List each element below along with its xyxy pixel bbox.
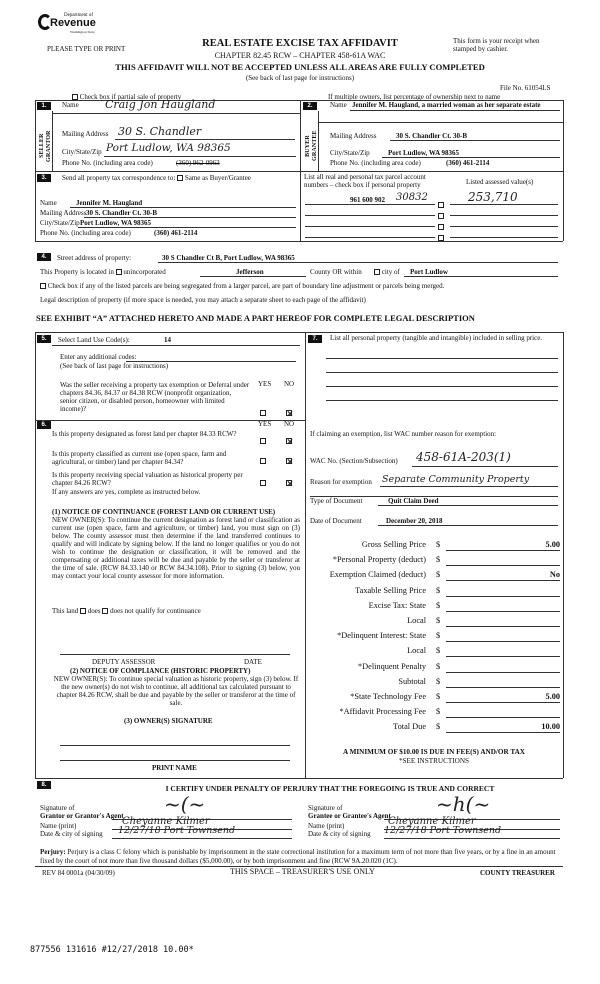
s6-q3: Is this property receiving special valuation as historical property per chapter 84.26 RCW? [52, 471, 243, 487]
wac-value: 458-61A-203(1) [416, 450, 511, 464]
additional-codes: Enter any additional codes: [60, 353, 137, 361]
corr-address-label: Mailing Address [40, 209, 87, 217]
buyer-address-label: Mailing Address [330, 132, 377, 140]
minimum-notice: A MINIMUM OF $10.00 IS DUE IN FEE(S) AND/OR TAX [343, 748, 525, 756]
tax-row-label: Local [407, 646, 426, 655]
city-of-checkbox[interactable] [374, 269, 380, 275]
section-6-badge: 6. [37, 421, 51, 429]
tax-row-currency: $ [436, 631, 441, 640]
corr-address-value: 30 S. Chandler Ct. 30-B [86, 209, 158, 217]
does-checkbox[interactable] [80, 608, 86, 614]
tax-row-label: Subtotal [398, 677, 426, 686]
logo-sub-text: Washington State [70, 30, 95, 34]
city-of: city of [374, 268, 400, 276]
section-5-badge: 5. [37, 335, 51, 343]
reason-label: Reason for exemption [310, 478, 372, 486]
tax-row-label: Gross Selling Price [361, 540, 426, 549]
section-1-badge: 1. [37, 102, 51, 110]
grantee-name-label: Name (print) [308, 822, 345, 830]
file-no: File No. 61054LS [500, 84, 551, 92]
section-4-badge: 4. [37, 253, 51, 261]
personal-property-label: List all personal property (tangible and intangible) included in selling price. [330, 334, 543, 342]
exemption-question: Was the seller receiving a property tax exemption or Deferral under chapters 84.36, 84.37 or 84.38 RCW (nonprofit organization, senior citizen, or disabled person, homeowner with limited income)? [60, 381, 250, 413]
rev-number: REV 84 0001a (04/30/09) [42, 869, 115, 877]
street-value: 30 S Chandler Ct B, Port Ludlow, WA 98365 [162, 254, 295, 262]
doc-date-label: Date of Document [310, 517, 362, 525]
section-3-badge: 3. [37, 174, 51, 182]
tax-row-label: Local [407, 616, 426, 625]
tax-row-currency: $ [436, 662, 441, 671]
tax-row-currency: $ [436, 677, 441, 686]
tax-row-label: *Delinquent Penalty [358, 662, 426, 671]
parcel-header: List all real and personal tax parcel account numbers – check box if personal property [304, 173, 426, 189]
street-label: Street address of property: [57, 254, 132, 262]
tax-row-label: Exemption Claimed (deduct) [329, 570, 426, 579]
exhibit-line: SEE EXHIBIT “A” ATTACHED HERETO AND MADE A PART HEREOF FOR COMPLETE LEGAL DESCRIPTION [36, 313, 475, 323]
s6-q2-no[interactable] [286, 452, 292, 470]
s6-q1: Is this property designated as forest land per chapter 84.33 RCW? [52, 430, 237, 438]
parcel-checkbox-4[interactable] [438, 229, 444, 247]
land-use-no: NO [284, 380, 295, 388]
tax-row-currency: $ [436, 555, 441, 564]
exemption-label: If claiming an exemption, list WAC number reason for exemption: [310, 430, 497, 438]
perjury-text: Perjury: Perjury is a class C felony which is punishable by imprisonment in the state correctional institution for a maximum term of not more than five years, or by a fine in an amount fixed by the court of not more than five thousand dollars ($5,000.00), or by both imprisonment and fine (RCW 9A.20.020 (1C). [40, 848, 556, 865]
corr-phone-value: (360) 461-2114 [154, 229, 198, 237]
deputy-date: DATE [244, 658, 262, 666]
county-treasurer: COUNTY TREASURER [480, 869, 555, 877]
tax-row-value[interactable]: 10.00 [541, 722, 560, 731]
s6-q2: Is this property classified as current use (open space, farm and agricultural, or timber) land per chapter 84.34? [52, 450, 227, 466]
tax-row-label: *Personal Property (deduct) [332, 555, 426, 564]
receipt-note: This form is your receipt when stamped by cashier. [453, 37, 540, 53]
grantor-date: 12/27/18 Port Townsend [118, 825, 236, 836]
dor-logo [38, 10, 100, 36]
doc-type-value: Quit Claim Deed [388, 497, 439, 505]
continuance-body: NEW OWNER(S): To continue the current designation as forest land or classification as current use (open space, farm and agriculture, or timber) land, you must sign on (3) below. The county assessor must then determine if the land transferred continues to qualify and will indicate by signing below. If the land no longer qualifies or you do not wish to continue the designation or classification, it will be removed and the compensating or additional taxes will be due and payable by the seller or transferor at the time of sale. (RCW 84.33.140 or RCW 84.34.108). Prior to signing (3) below, you may contact your local county assessor for more information. [52, 516, 300, 580]
seller-city-value: Port Ludlow, WA 98365 [106, 142, 231, 154]
legal-desc: Legal description of property (if more space is needed, you may attach a separate sheet to each page of the affidavit) [40, 296, 366, 304]
seller-address-value: 30 S. Chandler [118, 125, 202, 138]
land-use-value: 14 [164, 336, 171, 344]
compliance-body: NEW OWNER(S): To continue special valuation as historic property, sign (3) below. If the new owner(s) do not wish to continue, all additional tax calculated pursuant to chapter 84.26 RCW, shall be due and payable by the seller or transferor at the time of sale. [53, 675, 299, 707]
s6-q3-no[interactable] [286, 474, 292, 492]
tax-row-currency: $ [436, 707, 441, 716]
tax-row-label: *Delinquent Interest: State [337, 631, 426, 640]
doc-date-value: December 20, 2018 [386, 517, 443, 525]
grantee-date-label: Date & city of signing [308, 830, 371, 838]
does-not-checkbox[interactable] [102, 608, 108, 614]
tax-row-currency: $ [436, 601, 441, 610]
s6-no: NO [284, 420, 295, 428]
grantor-name: Cheyanne Kilmer [122, 816, 210, 827]
s6-q3-yes[interactable] [260, 474, 266, 492]
seller-name-value: Craig Jon Haugland [105, 98, 216, 111]
corr-city-value: Port Ludlow, WA 98365 [80, 219, 152, 227]
seller-city-label: City/State/Zip [62, 148, 102, 156]
tax-row-currency: $ [436, 692, 441, 701]
land-use-yes: YES [258, 380, 272, 388]
buyer-phone-value: (360) 461-2114 [446, 159, 490, 167]
print-name: PRINT NAME [152, 764, 197, 772]
seller-phone-label: Phone No. (including area code) [62, 159, 153, 167]
assessed-value: 253,710 [468, 190, 518, 204]
form-title: REAL ESTATE EXCISE TAX AFFIDAVIT [202, 38, 398, 49]
notice-line: THIS AFFIDAVIT WILL NOT BE ACCEPTED UNLESS ALL AREAS ARE FULLY COMPLETED [115, 62, 485, 72]
see-back: (See back of last page for instructions) [245, 74, 355, 82]
same-as-buyer-checkbox[interactable] [177, 175, 183, 181]
grantor-signature: ~(~ [164, 792, 206, 816]
cashier-stamp: 877556 131616 #12/27/2018 10.00* [30, 945, 194, 955]
section-2-badge: 2. [303, 102, 317, 110]
tax-row-value[interactable]: 5.00 [545, 692, 560, 701]
county-or: County OR within [310, 268, 362, 276]
tax-row-label: Total Due [393, 722, 426, 731]
reason-value: Separate Community Property [382, 474, 530, 485]
tax-row-currency: $ [436, 646, 441, 655]
seller-name-label: Name [62, 101, 79, 109]
s6-q1-no[interactable] [286, 432, 292, 450]
owner-signature: (3) OWNER(S) SIGNATURE [124, 717, 213, 725]
tax-row-currency: $ [436, 722, 441, 731]
land-use-label: Select Land Use Code(s): [58, 336, 130, 344]
assessed-header: Listed assessed value(s) [466, 178, 534, 186]
buyer-phone-label: Phone No. (including area code) [330, 159, 421, 167]
seller-phone-value: (360) 962-0963 [176, 159, 220, 167]
tax-row-label: Taxable Selling Price [355, 586, 426, 595]
tax-row-label: Excise Tax: State [368, 601, 426, 610]
please-type: PLEASE TYPE OR PRINT [47, 45, 126, 53]
s6-yes: YES [258, 420, 272, 428]
wac-label: WAC No. (Section/Subsection) [310, 457, 398, 465]
partial-sale: Check box if partial sale of property [72, 93, 181, 101]
buyer-address-value: 30 S. Chandler Ct. 30-B [396, 132, 468, 140]
grantee-date: 12/27/18 Port Townsend [384, 825, 502, 836]
corr-name-value: Jennifer M. Haugland [76, 199, 143, 207]
buyer-side-label: BUYER GRANTEE [304, 130, 318, 162]
doc-type-label: Type of Document [310, 497, 363, 505]
tax-row-value[interactable]: 5.00 [545, 540, 560, 549]
buyer-name-value: Jennifer M. Haugland, a married woman as her separate estate [352, 101, 541, 109]
tax-row-currency: $ [436, 586, 441, 595]
this-land-line: This land does does not qualify for continuance [52, 607, 201, 615]
s6-q1-yes[interactable] [260, 432, 266, 450]
tax-row-label: *Affidavit Processing Fee [339, 707, 426, 716]
corr-name-label: Name [40, 199, 57, 207]
correspondence-label: Send all property tax correspondence to: Same as Buyer/Grantee [62, 174, 251, 182]
segregated-checkbox[interactable] [40, 283, 46, 289]
section-7-badge: 7. [308, 335, 322, 343]
logo-main-text: Revenue [50, 17, 96, 29]
grantee-signature: ~h(~ [436, 792, 491, 816]
s6-q2-yes[interactable] [260, 452, 266, 470]
tax-row-value[interactable]: No [549, 570, 560, 579]
buyer-name-label: Name [330, 101, 347, 109]
grantor-name-label: Name (print) [40, 822, 77, 830]
see-instructions: *SEE INSTRUCTIONS [398, 757, 470, 765]
tax-row-currency: $ [436, 616, 441, 625]
multiple-owners: If multiple owners, list percentage of ownership next to name [328, 93, 501, 101]
deputy-assessor: DEPUTY ASSESSOR [92, 658, 156, 666]
section-8-badge: 8. [37, 781, 51, 789]
unincorporated-checkbox[interactable] [116, 269, 122, 275]
compliance-title: (2) NOTICE OF COMPLIANCE (HISTORIC PROPERTY) [70, 667, 251, 675]
s6-note: If any answers are yes, complete as instructed below. [52, 488, 201, 496]
city-value: Port Ludlow [410, 268, 448, 276]
seller-side-label: SELLER GRANTOR [38, 130, 52, 162]
grantee-sig-label: Signature of Grantee or Grantee's Agent [308, 804, 391, 820]
seller-address-label: Mailing Address [62, 130, 109, 138]
land-use-see-back: (See back of last page for instructions) [60, 362, 169, 370]
certify-text: I CERTIFY UNDER PENALTY OF PERJURY THAT THE FOREGOING IS TRUE AND CORRECT [165, 784, 495, 793]
logo-top-text: Department of [64, 13, 94, 18]
parcel-value: 961 600 902 [350, 196, 385, 204]
segregated-note: Check box if any of the listed parcels are being segregated from a larger parcel, are part of boundary line adjustment or parcels being merged. [40, 282, 444, 290]
continuance-title: (1) NOTICE OF CONTINUANCE (FOREST LAND OR CURRENT USE) [52, 508, 276, 516]
parcel-hand: 30832 [396, 192, 428, 203]
located-in-line: This Property is located in unincorporated [40, 268, 166, 276]
tax-row-currency: $ [436, 540, 441, 549]
grantee-name: Cheyanne Kilmer [388, 816, 476, 827]
treasurer-space: THIS SPACE – TREASURER'S USE ONLY [230, 867, 375, 876]
buyer-city-label: City/State/Zip [330, 149, 370, 157]
grantor-date-label: Date & city of signing [40, 830, 103, 838]
chapter-line: CHAPTER 82.45 RCW – CHAPTER 458-61A WAC [214, 51, 386, 60]
corr-city-label: City/State/Zip [40, 219, 80, 227]
grantor-sig-label: Signature of Grantor or Grantor's Agent [40, 804, 124, 820]
tax-row-label: *State Technology Fee [350, 692, 426, 701]
buyer-city-value: Port Ludlow, WA 98365 [388, 149, 460, 157]
corr-phone-label: Phone No. (including area code) [40, 229, 131, 237]
county-value: Jefferson [236, 268, 264, 276]
tax-row-currency: $ [436, 570, 441, 579]
